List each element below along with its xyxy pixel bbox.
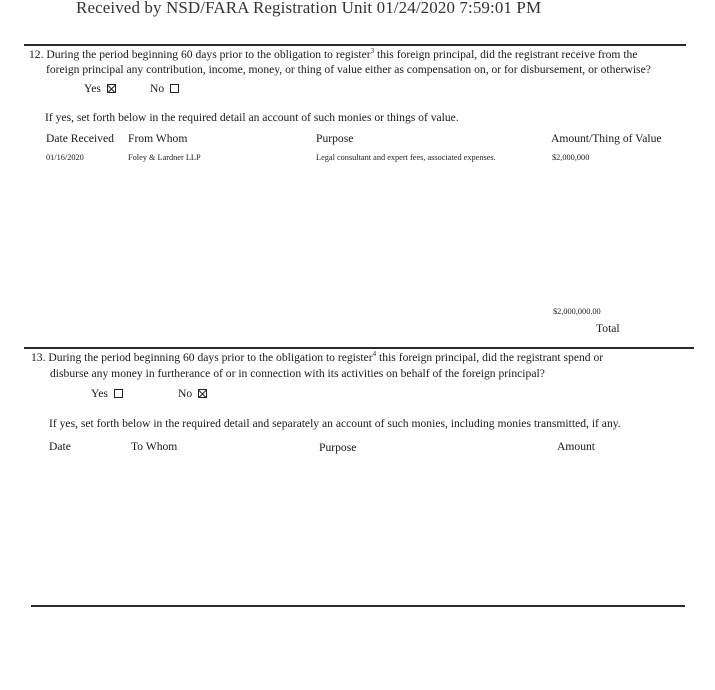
- question-13-footnote: 4: [372, 350, 377, 359]
- question-12-line2: foreign principal any contribution, income, money, or thing of value either as compensation on, or for disbursement, or otherwise?: [46, 63, 651, 76]
- section-divider: [24, 44, 686, 46]
- q12-row-purpose: Legal consultant and expert fees, associated expenses.: [316, 153, 496, 162]
- table-row: [0, 153, 715, 165]
- q12-header-from-whom: From Whom: [128, 132, 188, 145]
- q13-header-amount: Amount: [557, 440, 596, 453]
- question-13-yes-label: Yes: [91, 387, 108, 400]
- question-13-text-post: this foreign principal, did the registrant spend or: [376, 351, 604, 364]
- q12-header-amount: Amount/Thing of Value: [551, 132, 662, 145]
- q12-row-from: Foley & Lardner LLP: [128, 153, 201, 162]
- registration-stamp: Received by NSD/FARA Registration Unit 01/24/2020 7:59:01 PM: [76, 0, 542, 17]
- question-13-line2: disburse any money in furtherance of or in connection with its activities on behalf of the foreign principal?: [50, 367, 545, 380]
- q12-header-date-received: Date Received: [46, 132, 114, 145]
- question-12-number: 12.: [29, 48, 44, 61]
- q12-row-amount: $2,000,000: [552, 153, 590, 162]
- question-13-no-label: No: [178, 387, 193, 400]
- question-12-footnote: 3: [370, 47, 375, 56]
- section-divider: [31, 605, 685, 607]
- question-13-text-pre: During the period beginning 60 days prior to the obligation to register: [48, 351, 373, 364]
- q12-row-date: 01/16/2020: [46, 153, 84, 162]
- question-13-yes-checkbox[interactable]: [114, 389, 123, 398]
- question-12-yes-option[interactable]: [84, 81, 116, 96]
- section-divider: [24, 347, 694, 349]
- q12-total-amount: $2,000,000.00: [553, 307, 601, 316]
- question-13-line1: [31, 350, 603, 365]
- q12-header-purpose: Purpose: [316, 132, 354, 145]
- question-12-yes-checkbox[interactable]: [107, 84, 116, 93]
- question-12-no-checkbox[interactable]: [170, 84, 179, 93]
- question-12-text-pre: During the period beginning 60 days prior to the obligation to register: [46, 48, 371, 61]
- question-12-instruction: If yes, set forth below in the required detail an account of such monies or things of value.: [45, 111, 459, 124]
- question-12-no-label: No: [150, 82, 165, 95]
- question-13-no-checkbox[interactable]: [198, 389, 207, 398]
- question-12-no-option[interactable]: [150, 81, 179, 96]
- question-12-line1: [29, 47, 638, 62]
- question-12-yes-label: Yes: [84, 82, 101, 95]
- q13-header-purpose: Purpose: [319, 441, 357, 454]
- question-13-yes-option[interactable]: [91, 386, 123, 401]
- question-13-number: 13.: [31, 351, 46, 364]
- q12-total-label: Total: [596, 322, 620, 335]
- question-12-text-post: this foreign principal, did the registrant receive from the: [374, 48, 638, 61]
- question-13-instruction: If yes, set forth below in the required detail and separately an account of such monies, including monies transmitted, if any.: [49, 417, 621, 430]
- q13-header-to-whom: To Whom: [131, 440, 178, 453]
- question-13-no-option[interactable]: [178, 386, 207, 401]
- q13-header-date: Date: [49, 440, 71, 453]
